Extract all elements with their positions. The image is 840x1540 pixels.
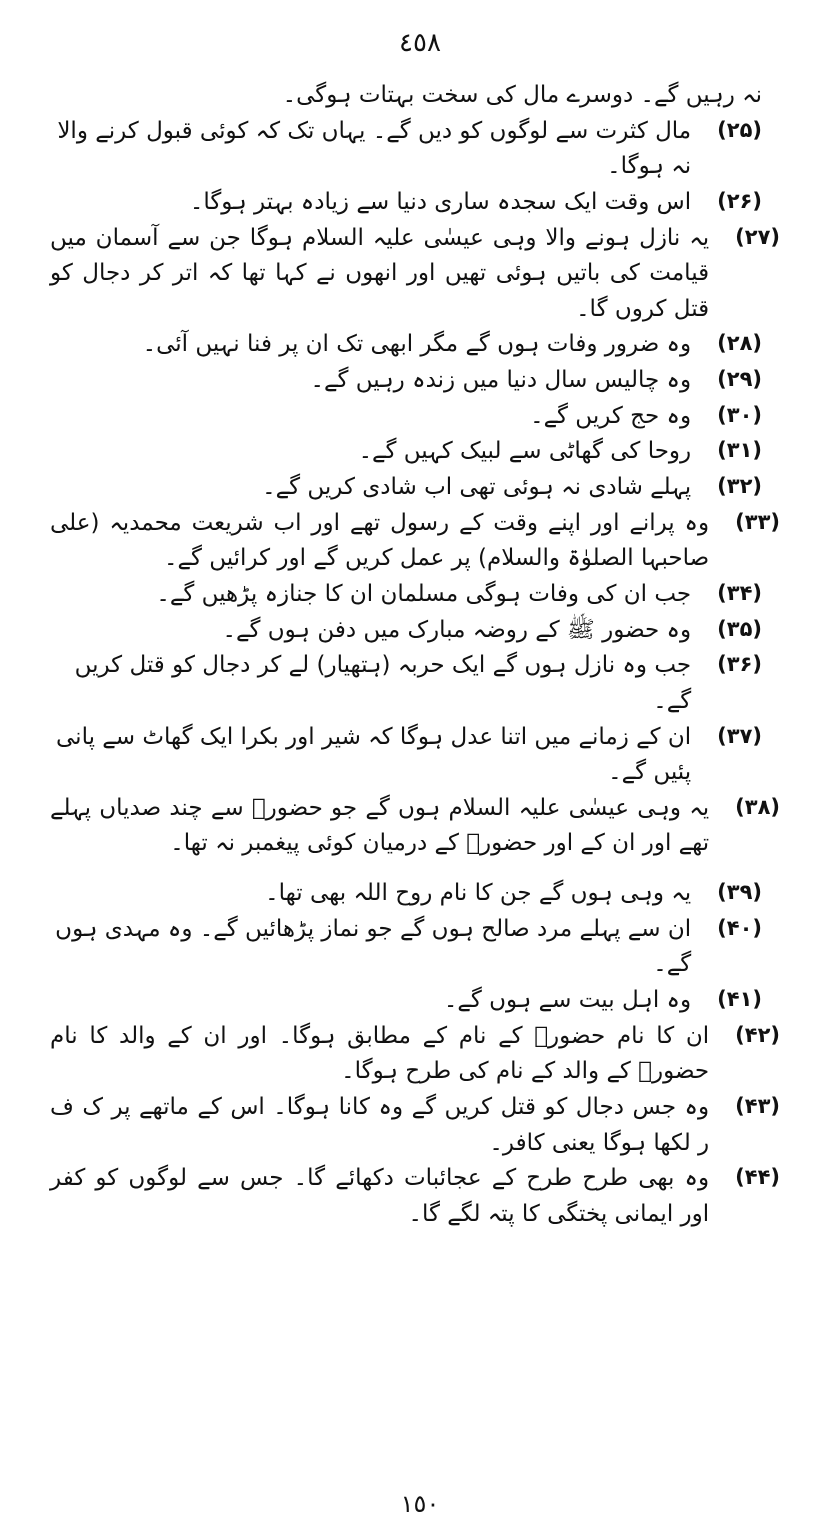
list-item <box>50 1161 780 1232</box>
list-item <box>50 114 780 185</box>
item-text: ان کا نام حضورؐ کے نام کے مطابق ہوگا۔ اور ان کے والد کا نام حضورؐ کے والد کے نام کی طرح ہوگا۔ <box>50 1022 710 1085</box>
item-text: یہ وہی ہوں گے جن کا نام روح اللہ بھی تھا۔ <box>265 880 692 907</box>
item-text: جب وہ نازل ہوں گے ایک حربہ (ہتھیار) لے کر دجال کو قتل کریں گے۔ <box>74 652 692 714</box>
list-item <box>50 327 780 363</box>
item-text: ان کے زمانے میں اتنا عدل ہوگا کہ شیر اور بکرا ایک گھاٹ سے پانی پئیں گے۔ <box>56 723 692 786</box>
continuation-line <box>50 78 780 114</box>
item-number: (۲۵) <box>717 117 762 142</box>
item-text: مال کثرت سے لوگوں کو دیں گے۔ یہاں تک کہ کوئی قبول کرنے والا نہ ہوگا۔ <box>57 117 692 180</box>
item-text: وہ حضور ﷺ کے روضہ مبارک میں دفن ہوں گے۔ <box>222 616 692 643</box>
item-text: وہ جس دجال کو قتل کریں گے وہ کانا ہوگا۔ اس کے ماتھے پر ک ف ر لکھا ہوگا یعنی کافر۔ <box>50 1093 710 1156</box>
item-text: وہ ضرور وفات ہوں گے مگر ابھی تک ان پر فنا نہیں آئی۔ <box>142 331 692 358</box>
list-item <box>50 912 780 983</box>
item-text: وہ اہل بیت سے ہوں گے۔ <box>443 987 692 1014</box>
item-number: (۲۸) <box>717 331 762 356</box>
item-number: (۴۰) <box>717 915 762 940</box>
list-item <box>50 720 780 791</box>
list-item <box>50 577 780 613</box>
list-item <box>50 613 780 649</box>
item-number: (۴۳) <box>735 1093 780 1118</box>
bottom-page-number: ١٥٠ <box>400 1490 440 1518</box>
item-text: روحا کی گھاٹی سے لبیک کہیں گے۔ <box>358 438 692 465</box>
item-number: (۲۷) <box>735 224 780 249</box>
list-item <box>50 363 780 399</box>
item-text: وہ چالیس سال دنیا میں زندہ رہیں گے۔ <box>310 367 692 394</box>
item-text: وہ بھی طرح طرح کے عجائبات دکھائے گا۔ جس سے لوگوں کو کفر اور ایمانی پختگی کا پتہ لگے گا۔ <box>50 1165 710 1227</box>
item-text: اس وقت ایک سجدہ ساری دنیا سے زیادہ بہتر ہوگا۔ <box>189 188 692 215</box>
item-number: (۲۹) <box>717 367 762 392</box>
item-text: یہ وہی عیسٰی علیہ السلام ہوں گے جو حضورؐ سے چند صدیاں پہلے تھے اور ان کے اور حضورؐ کے درمیان کوئی پیغمبر نہ تھا۔ <box>50 794 710 857</box>
item-text: ان سے پہلے مرد صالح ہوں گے جو نماز پڑھائیں گے۔ وہ مہدی ہوں گے۔ <box>55 915 692 978</box>
item-number: (۳۴) <box>717 580 762 605</box>
item-text: وہ پرانے اور اپنے وقت کے رسول تھے اور اب شریعت محمدیہ (علی صاحبہا الصلوٰۃ والسلام) پر عمل کریں گے اور کرائیں گے۔ <box>50 509 710 572</box>
item-number: (۲۶) <box>717 188 762 213</box>
top-page-number: ٤٥٨ <box>399 28 441 58</box>
list-item <box>50 876 780 912</box>
list-item <box>50 1090 780 1161</box>
item-number: (۴۲) <box>735 1022 780 1047</box>
item-number: (۳۳) <box>735 509 780 534</box>
item-number: (۳۵) <box>717 616 762 641</box>
item-text: یہ نازل ہونے والا وہی عیسٰی علیہ السلام ہوگا جن سے آسمان میں قیامت کی باتیں ہوئی تھیں اور انھوں نے کہا تھا کہ اتر کر دجال کو قتل کروں گا۔ <box>50 224 710 322</box>
item-number: (۴۱) <box>717 987 762 1012</box>
item-number: (۳۰) <box>717 402 762 427</box>
list-item <box>50 648 780 719</box>
item-number: (۳۶) <box>717 652 762 677</box>
item-number: (۳۸) <box>735 794 780 819</box>
list-item <box>50 470 780 506</box>
list-item <box>50 221 780 328</box>
list-item <box>50 399 780 435</box>
list-item <box>50 983 780 1019</box>
continuation-text: نہ رہیں گے۔ دوسرے مال کی سخت بہتات ہوگی۔ <box>282 82 762 108</box>
item-number: (۳۲) <box>717 474 762 499</box>
item-text: جب ان کی وفات ہوگی مسلمان ان کا جنازہ پڑھیں گے۔ <box>156 580 692 607</box>
list-item <box>50 434 780 470</box>
item-text: وہ حج کریں گے۔ <box>530 402 692 429</box>
item-number: (۳۹) <box>717 880 762 905</box>
item-number: (۴۴) <box>735 1165 780 1190</box>
item-number: (۳۷) <box>717 723 762 748</box>
item-number: (۳۱) <box>717 438 762 463</box>
list-item <box>50 791 780 862</box>
item-text: پہلے شادی نہ ہوئی تھی اب شادی کریں گے۔ <box>262 474 692 501</box>
page-body <box>50 78 780 1233</box>
list-item <box>50 1019 780 1090</box>
list-item <box>50 185 780 221</box>
list-item <box>50 506 780 577</box>
